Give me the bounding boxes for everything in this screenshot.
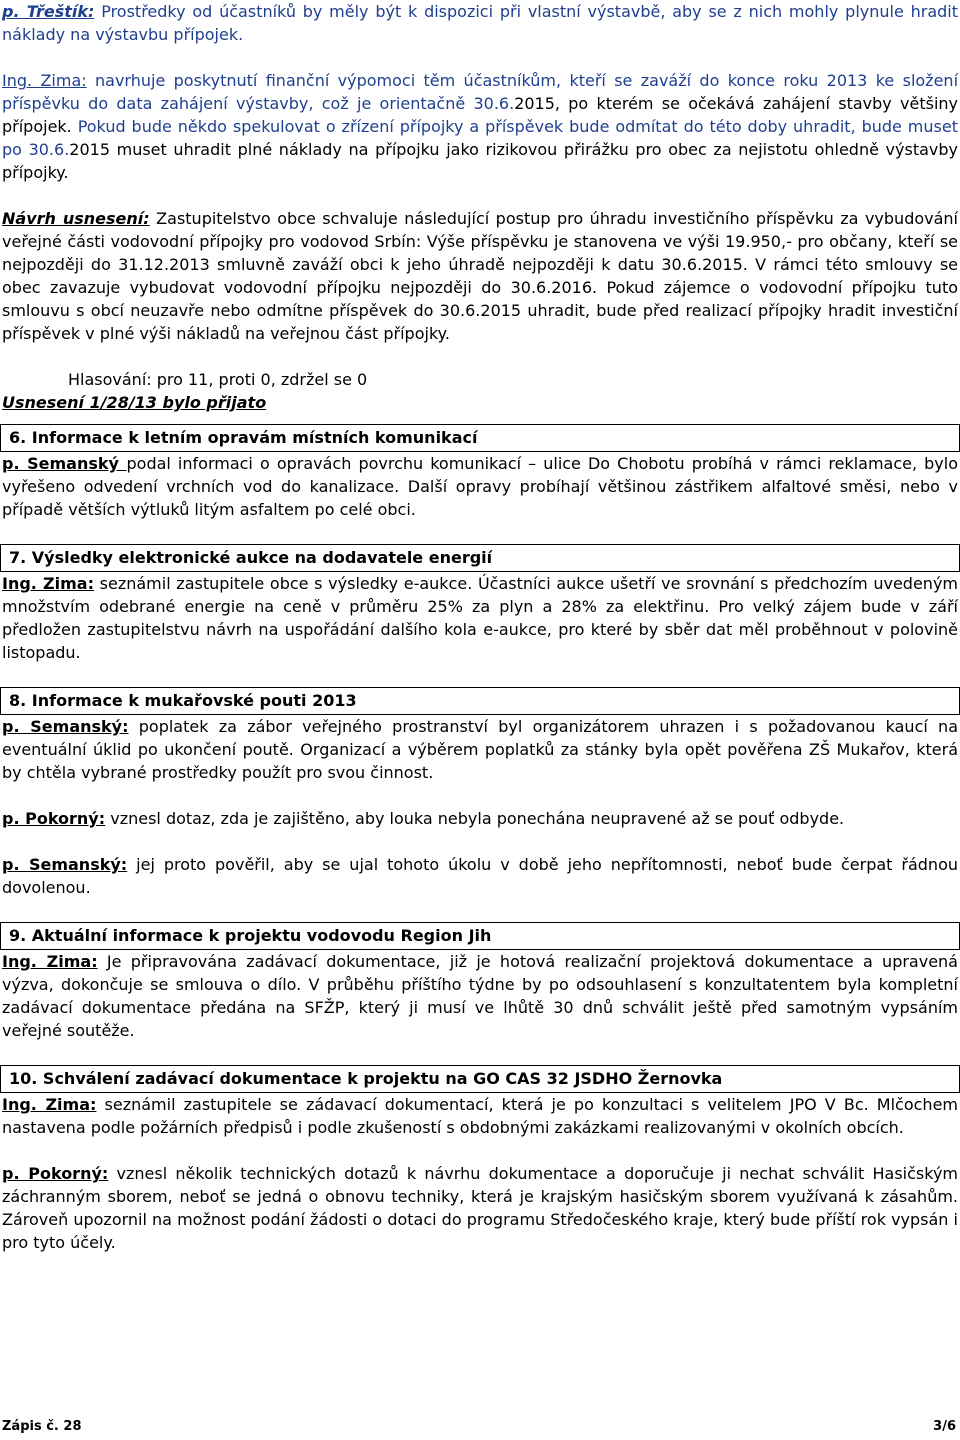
paragraph-text: poplatek za zábor veřejného prostranství byl organizátorem uhrazen i s požadovanou kaucí na eventuální úklid po ukončení poutě. Organizací a výběrem poplatků za stánky byla opět pověřena ZŠ Mukařov, která by chtěla vybrané prostředky použít pro svou činnost. <box>2 717 959 782</box>
speaker-zima: Ing. Zima: <box>2 71 87 90</box>
paragraph-text: 2015, po kterém se očekává zahájení stavby většiny přípojek. <box>2 94 958 136</box>
paragraph-text: jej proto pověřil, aby se ujal tohoto úkolu v době jeho nepřítomnosti, neboť bude čerpat řádnou dovolenou. <box>2 855 959 897</box>
section-6-title: 6. Informace k letním opravám místních komunikací <box>0 424 960 452</box>
proposal-label: Návrh usnesení: <box>2 209 150 228</box>
paragraph-text: Pokud bude někdo spekulovat o zřízení přípojky a příspěvek bude odmítat do této doby uhradit, bude muset po 30.6. <box>2 117 958 159</box>
paragraph-zima-financing <box>0 69 960 184</box>
speaker-semansky: p. Semanský: <box>2 717 129 736</box>
paragraph-text: 2015 muset uhradit plné náklady na přípojku jako rizikovou přirážku pro obec za nejistotu ohledně výstavby přípojky. <box>2 140 958 182</box>
speaker-semansky: p. Semanský: <box>2 855 128 874</box>
speaker-semansky: p. Semanský <box>2 454 127 473</box>
section-7-text <box>0 572 960 664</box>
paragraph-text: seznámil zastupitele se zádavací dokumentací, která je po konzultaci s velitelem JPO V Bc. Mlčochem nastavena podle požárních předpisů i podle zkušeností s obdobnými zakázkami realizovanými v okolních obcích. <box>2 1095 959 1137</box>
paragraph-text: podal informaci o opravách povrchu komunikací – ulice Do Chobotu probíhá v rámci reklamace, bylo vyřešeno odvedení vrchních vod do kanalizace. Další opravy probíhají většinou zástřikem alfaltové směsi, nebo v případě větších výtluků litým asfaltem po celé obci. <box>2 454 959 519</box>
speaker-zima: Ing. Zima: <box>2 952 98 971</box>
section-8-title: 8. Informace k mukařovské pouti 2013 <box>0 687 960 715</box>
speaker-trestik: p. Třeštík: <box>2 2 95 21</box>
vote-result: Hlasování: pro 11, proti 0, zdržel se 0 <box>68 370 368 389</box>
speaker-zima: Ing. Zima: <box>2 1095 97 1114</box>
section-9-title: 9. Aktuální informace k projektu vodovodu Region Jih <box>0 922 960 950</box>
section-6-text <box>0 452 960 521</box>
speaker-pokorny: p. Pokorný: <box>2 809 106 828</box>
footer-record-number: Zápis č. 28 <box>2 1419 82 1434</box>
speaker-pokorny: p. Pokorný: <box>2 1164 109 1183</box>
section-10-title: 10. Schválení zadávací dokumentace k projektu na GO CAS 32 JSDHO Žernovka <box>0 1065 960 1093</box>
section-8-text-3 <box>0 853 960 899</box>
section-7-title: 7. Výsledky elektronické aukce na dodavatele energií <box>0 544 960 572</box>
resolution-result: Usnesení 1/28/13 bylo přijato <box>2 393 267 412</box>
paragraph-text: Prostředky od účastníků by měly být k dispozici při vlastní výstavbě, aby se z nich mohly plynule hradit náklady na výstavbu přípojek. <box>2 2 958 44</box>
footer-page-number: 3/6 <box>933 1419 956 1434</box>
paragraph-text: vznesl několik technických dotazů k návrhu dokumentace a doporučuje ji nechat schválit Hasičským záchranným sborem, neboť se jedná o obnovu techniky, která je krajským hasičským sborem využívaná k zásahům. Zároveň upozornil na možnost podání žádosti o dotaci do programu Středočeského kraje, který bude příští rok vypsán i pro tyto účely. <box>2 1164 958 1252</box>
page-footer <box>2 1419 956 1434</box>
speaker-zima: Ing. Zima: <box>2 574 94 593</box>
paragraph-text: seznámil zastupitele obce s výsledky e-aukce. Účastníci aukce ušetří ve srovnání s předchozím uvedeným množstvím odebrané energie na ceně v průměru 25% za plyn a 28% za elektřinu. Pro velký zájem bude v září předložen zastupitelstvu návrh na uspořádání dalšího kola e-aukce, pro které by sběr dat měl proběhnout v polovině listopadu. <box>2 574 958 662</box>
paragraph-text: vznesl dotaz, zda je zajištěno, aby louka nebyla ponechána neupravené až se pouť odbyde. <box>105 809 845 828</box>
section-8-text-1 <box>0 715 960 784</box>
section-9-text <box>0 950 960 1042</box>
section-8-text-2 <box>0 807 960 830</box>
paragraph-trestik <box>0 0 960 46</box>
paragraph-text: Je připravována zadávací dokumentace, již je hotová realizační projektová dokumentace a upravená výzva, dokončuje se smlouva o dílo. V průběhu příštího týdne by po odsouhlasení s konzultatentem byla kompletní zadávací dokumentace předána na SFŽP, který ji musí ve lhůtě 30 dnů schválit ještě před samotným vypsáním veřejné soutěže. <box>2 952 958 1040</box>
proposal-text: Zastupitelstvo obce schvaluje následující postup pro úhradu investičního příspěvku za vybudování veřejné části vodovodní přípojky pro vodovod Srbín: Výše příspěvku je stanovena ve výši 19.950,- pro občany, kteří se nejpozději do 31.12.2013 smluvně zaváží obci k jeho úhradě nejpozději k datu 30.6.2015. V rámci této smlouvy se obec zavazuje vybudovat vodovodní přípojku nejpozději do 30.6.2016. Pokud zájemce o vodovodní přípojku tuto smlouvu s obcí neuzavře nebo odmítne příspěvek do 30.6.2015 uhradit, bude před realizací přípojky hradit investiční příspěvek v plné výši nákladů na veřejnou část přípojky. <box>2 209 959 343</box>
paragraph-text: navrhuje poskytnutí finanční výpomoci těm účastníkům, kteří se zaváží do konce roku 2013 ke složení příspěvku do data zahájení výstavby, což je orientačně 30.6. <box>2 71 959 113</box>
section-10-text-1 <box>0 1093 960 1139</box>
resolution-proposal <box>0 207 960 345</box>
section-10-text-2 <box>0 1162 960 1254</box>
